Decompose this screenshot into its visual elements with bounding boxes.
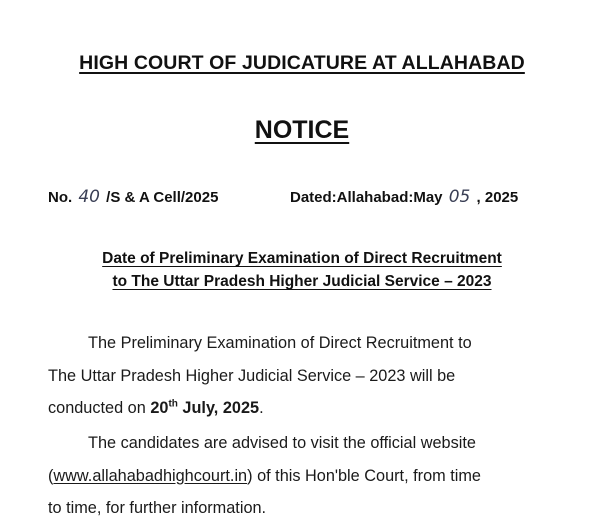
para2-line-2-rest: ) of this Hon'ble Court, from time	[247, 466, 481, 485]
website-paren-open: (	[48, 466, 54, 485]
official-website-link[interactable]: www.allahabadhighcourt.in	[53, 466, 248, 485]
notice-heading: NOTICE	[254, 116, 350, 144]
notice-date-year: , 2025	[476, 189, 519, 206]
para1-line-3-end: .	[259, 399, 264, 417]
para1-line-2	[48, 360, 528, 393]
notice-date-prefix: Dated:Allahabad:May	[290, 189, 443, 206]
notice-date	[290, 187, 518, 207]
para2-line-3	[48, 492, 528, 525]
exam-date	[150, 399, 259, 417]
subject-heading	[0, 247, 604, 293]
para1-line-1	[48, 327, 528, 360]
body-paragraph-2	[48, 427, 528, 525]
court-name-heading: HIGH COURT OF JUDICATURE AT ALLAHABAD	[79, 52, 525, 74]
para2-line-2	[48, 460, 528, 493]
subject-line-1: Date of Preliminary Examination of Direct Recruitment	[102, 250, 502, 267]
notice-date-day-handwritten: 05	[448, 187, 471, 207]
notice-number	[48, 187, 218, 207]
exam-date-day: 20	[150, 399, 169, 417]
para1-line-1-text: The Preliminary Examination of Direct Recruitment to	[88, 334, 472, 352]
notice-number-suffix: /S & A Cell/2025	[106, 189, 219, 206]
exam-date-suffix: th	[168, 398, 178, 410]
para2-line-1	[48, 427, 528, 460]
notice-number-handwritten: 40	[78, 187, 100, 207]
exam-date-rest: July, 2025	[182, 399, 260, 417]
para2-line-1-text: The candidates are advised to visit the official website	[88, 434, 476, 452]
subject-line-2: to The Uttar Pradesh Higher Judicial Service – 2023	[112, 273, 492, 290]
body-paragraph-1	[48, 327, 528, 425]
notice-number-prefix: No.	[48, 189, 73, 206]
para2-line-3-text: to time, for further information.	[48, 499, 267, 517]
para1-line-3-prefix: conducted on	[48, 399, 146, 417]
para1-line-2-text: The Uttar Pradesh Higher Judicial Service – 2023 will be	[48, 366, 456, 385]
para1-line-3	[48, 392, 528, 425]
